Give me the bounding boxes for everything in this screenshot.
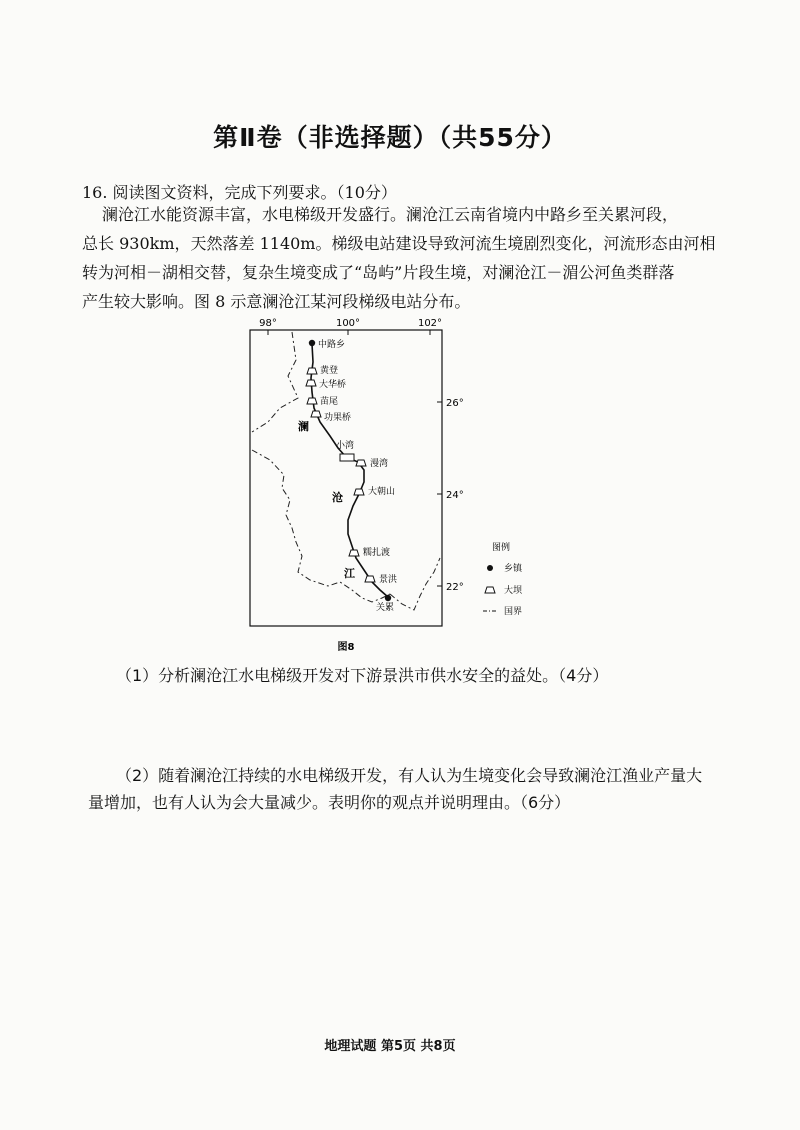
figure-8-map (240, 310, 540, 655)
legend-label: 乡镇 (504, 564, 523, 574)
dam-icon (365, 576, 375, 582)
lat-label: 26° (446, 398, 464, 409)
lat-label: 22° (446, 582, 464, 593)
town-label: 中路乡 (318, 340, 346, 350)
sub-question-1: （1）分析澜沧江水电梯级开发对下游景洪市供水安全的益处。（4分） (116, 666, 609, 685)
map-frame (250, 330, 442, 626)
lon-label: 100° (335, 318, 361, 329)
dam-label: 黄登 (320, 366, 339, 376)
river-label-char: 江 (344, 567, 355, 580)
lat-label: 24° (446, 490, 464, 501)
dam-icon (307, 398, 317, 404)
dam-label: 大华桥 (319, 380, 347, 390)
figure-caption: 图8 (337, 642, 355, 653)
dam-label: 小湾 (336, 441, 355, 451)
river-label-char: 沧 (332, 491, 343, 504)
question-paragraph-line: 澜沧江水能资源丰富，水电梯级开发盛行。澜沧江云南省境内中路乡至关累河段， (102, 205, 679, 224)
dam-icon (340, 454, 354, 461)
dam-label: 功果桥 (324, 413, 352, 423)
legend-title: 图例 (492, 543, 511, 553)
legend-dam-icon (485, 587, 495, 593)
lon-label: 98° (259, 318, 277, 329)
dam-icon (356, 460, 366, 466)
question-paragraph-line: 转为河相－湖相交替，复杂生境变成了“岛屿”片段生境，对澜沧江－湄公河鱼类群落 (82, 263, 675, 282)
border-line (390, 558, 440, 610)
dam-label: 景洪 (379, 575, 398, 585)
legend-label: 大坝 (504, 586, 523, 596)
dam-icon (349, 550, 359, 556)
lon-label: 102° (417, 318, 443, 329)
dam-label: 糯扎渡 (363, 548, 391, 558)
dam-icon (354, 489, 364, 495)
dam-icon (306, 380, 316, 386)
dam-label: 大朝山 (368, 487, 396, 497)
dam-label: 漫湾 (370, 459, 389, 469)
question-header: 16. 阅读图文资料，完成下列要求。（10分） (82, 183, 397, 202)
question-paragraph-line: 总长 930km，天然落差 1140m。梯级电站建设导致河流生境剧烈变化，河流形态由河相 (82, 234, 716, 253)
legend-label: 国界 (504, 607, 523, 617)
town-label: 关累 (376, 603, 395, 613)
river-label-char: 澜 (298, 420, 309, 433)
town-dot (385, 595, 391, 601)
dam-label: 苗尾 (320, 397, 339, 407)
legend-town-icon (487, 565, 493, 571)
dam-icon (311, 411, 321, 417)
question-paragraph-line: 产生较大影响。图 8 示意澜沧江某河段梯级电站分布。 (82, 292, 471, 311)
section-title: 第Ⅱ卷（非选择题）（共55分） (213, 123, 567, 152)
town-dot (309, 340, 315, 346)
border-line (252, 332, 298, 432)
sub-question-2: （2）随着澜沧江持续的水电梯级开发，有人认为生境变化会导致澜沧江渔业产量大 (116, 766, 703, 785)
sub-question-2-continued: 量增加，也有人认为会大量减少。表明你的观点并说明理由。（6分） (88, 793, 571, 812)
page-footer: 地理试题 第5页 共8页 (324, 1039, 456, 1054)
dam-icon (307, 368, 317, 374)
